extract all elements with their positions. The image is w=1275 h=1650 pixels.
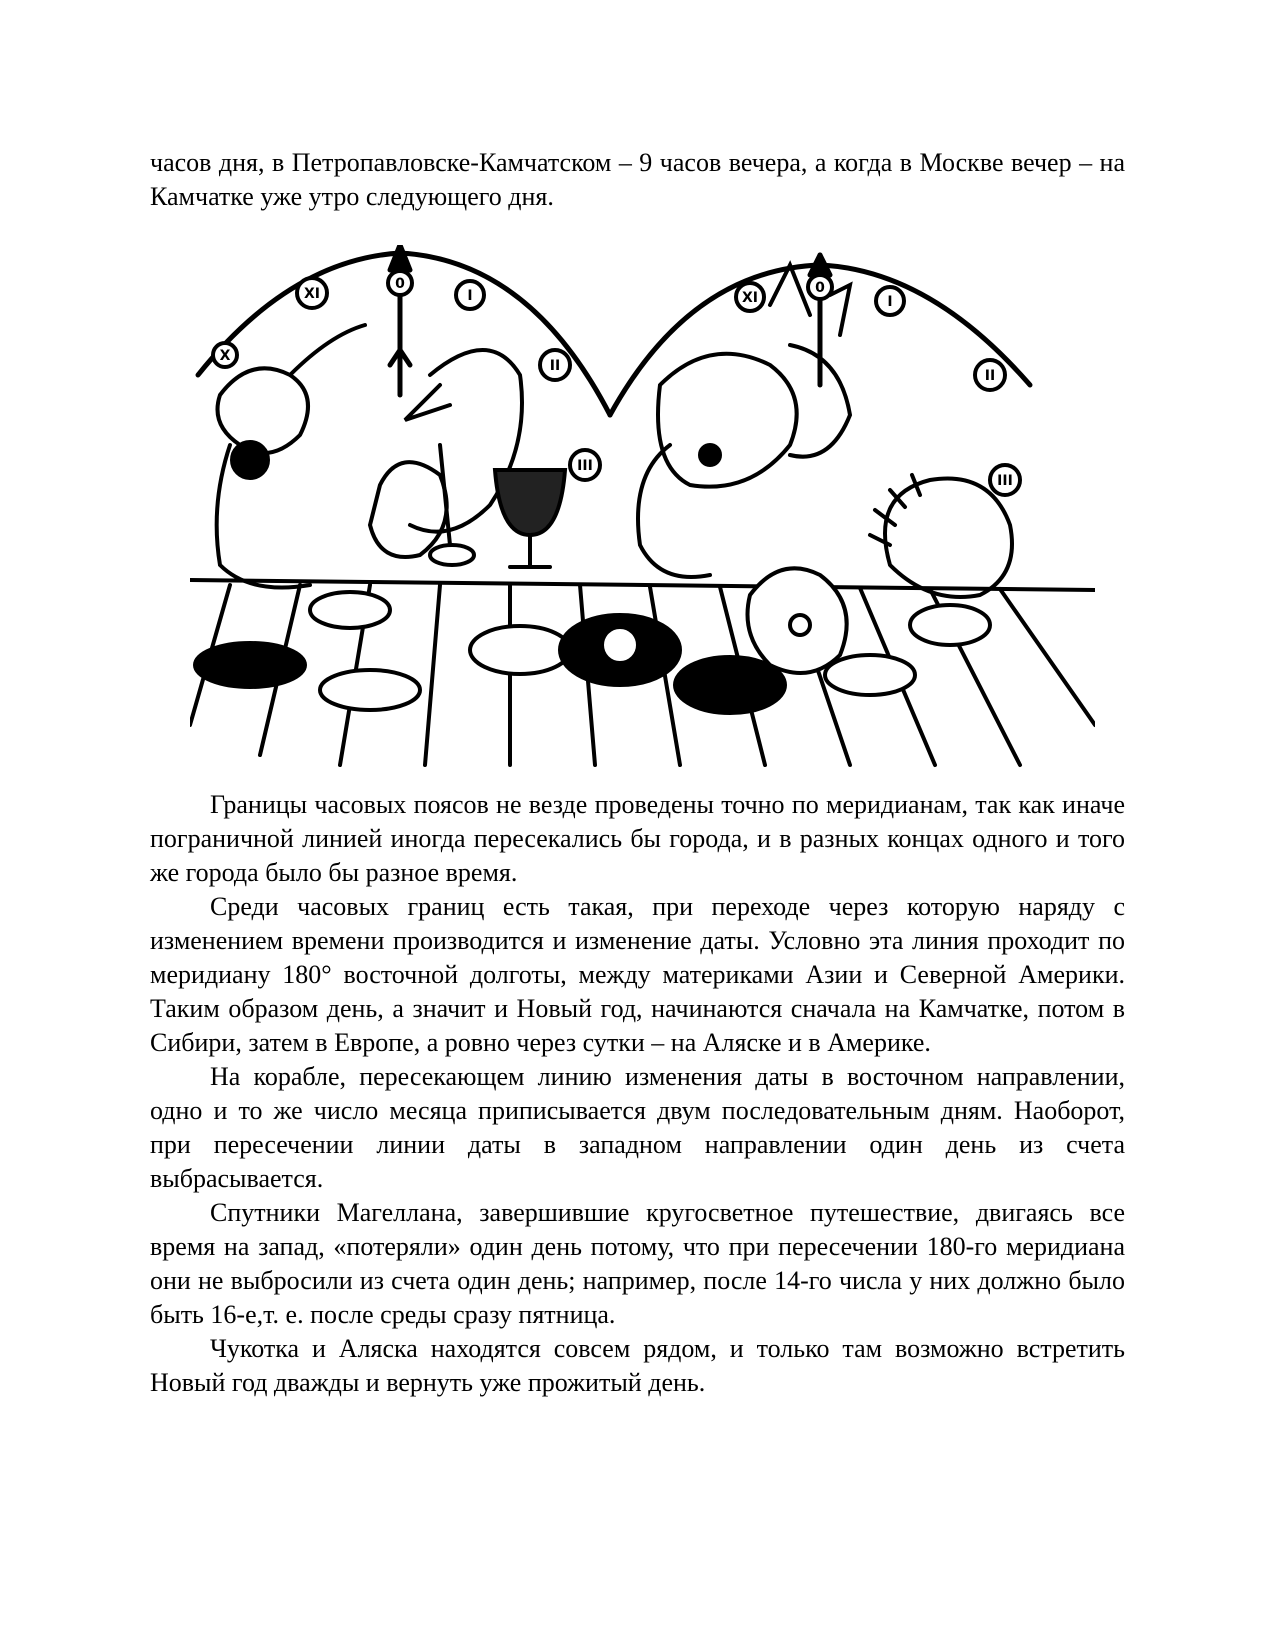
paragraph-time-zone-borders: Границы часовых поясов не везде проведены точно по меридианам, так как иначе пограничной линией иногда пересекались бы города, и в разных концах одного и того же города было бы разное время. — [150, 790, 1125, 887]
clock-faces-with-animals-at-table-icon — [190, 245, 1095, 770]
svg-text:II: II — [984, 368, 996, 384]
body-text-block — [150, 788, 1125, 1400]
svg-text:II: II — [549, 358, 561, 374]
paragraph-chukotka-alaska: Чукотка и Аляска находятся совсем рядом, и только там возможно встретить Новый год дважды и вернуть уже прожитый день. — [150, 1334, 1125, 1397]
clock-animals-illustration — [190, 245, 1095, 770]
svg-text:0: 0 — [815, 280, 825, 296]
svg-text:III: III — [577, 458, 593, 474]
svg-text:0: 0 — [395, 276, 405, 292]
intro-text-block — [150, 146, 1125, 214]
intro-paragraph: часов дня, в Петропавловске-Камчатском – 9 часов вечера, а когда в Москве вечер – на Камчатке уже утро следующего дня. — [150, 148, 1125, 211]
paragraph-date-line: Среди часовых границ есть такая, при переходе через которую наряду с изменением времени производится и изменение даты. Условно эта линия проходит по меридиану 180° восточной долготы, между материками Азии и Северной Америки. Таким образом день, а значит и Новый год, начинаются сначала на Камчатке, потом в Сибири, затем в Европе, а ровно через сутки – на Аляске и в Америке. — [150, 892, 1125, 1057]
svg-text:XI: XI — [741, 290, 759, 306]
paragraph-ship-crossing: На корабле, пересекающем линию изменения даты в восточном направлении, одно и то же число месяца приписывается двум последовательным дням. Наоборот, при пересечении линии даты в западном направлении один день из счета выбрасывается. — [150, 1062, 1125, 1193]
svg-text:I: I — [887, 294, 893, 310]
svg-text:X: X — [219, 348, 231, 364]
svg-text:I: I — [467, 288, 473, 304]
svg-text:XI: XI — [303, 286, 321, 302]
svg-text:III: III — [997, 473, 1013, 489]
paragraph-magellan: Спутники Магеллана, завершившие кругосветное путешествие, двигаясь все время на запад, «потеряли» один день потому, что при пересечении 180-го меридиана они не выбросили из счета один день; например, после 14-го числа у них должно было быть 16-е,т. е. после среды сразу пятница. — [150, 1198, 1125, 1329]
